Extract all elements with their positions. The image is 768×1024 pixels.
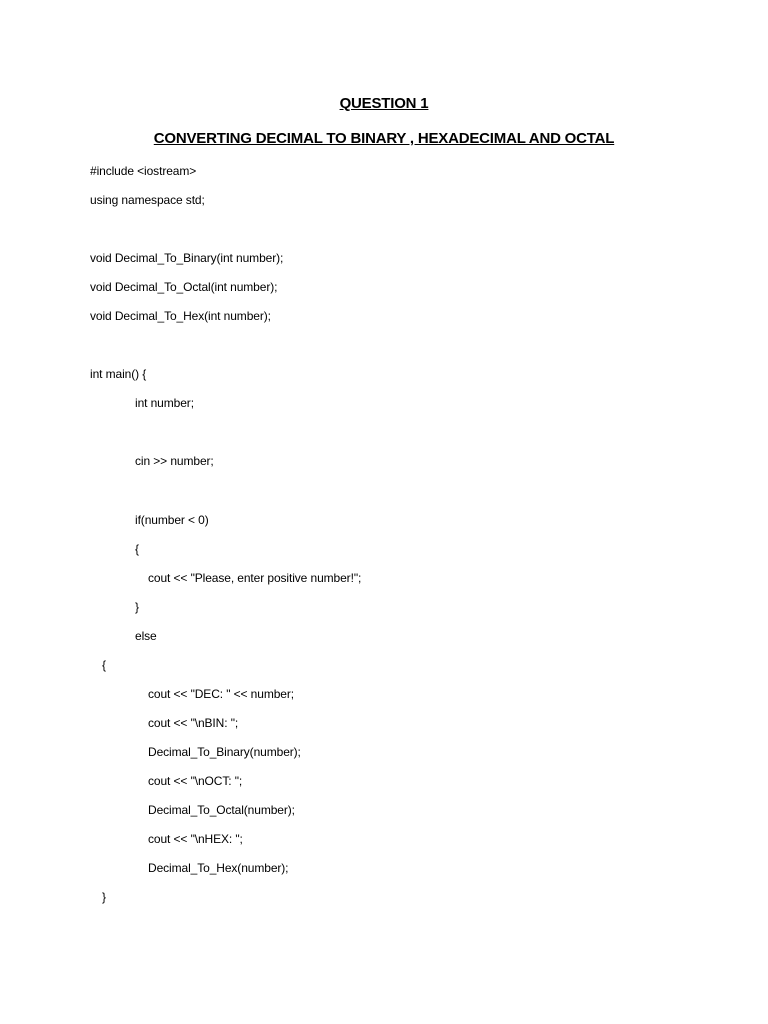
code-line: void Decimal_To_Binary(int number); — [90, 251, 284, 265]
code-line: int main() { — [90, 367, 147, 381]
code-line: void Decimal_To_Octal(int number); — [90, 280, 278, 294]
code-line: cout << "\nHEX: "; — [148, 832, 243, 846]
code-line: cout << "\nBIN: "; — [148, 716, 239, 730]
code-line: if(number < 0) — [135, 513, 209, 527]
code-line: using namespace std; — [90, 193, 205, 207]
code-line: cout << "DEC: " << number; — [148, 687, 294, 701]
code-line: cin >> number; — [135, 454, 214, 468]
code-line: int number; — [135, 396, 194, 410]
question-title: QUESTION 1 — [339, 95, 429, 112]
code-line: } — [102, 890, 106, 904]
code-line: Decimal_To_Hex(number); — [148, 861, 289, 875]
document-subtitle: CONVERTING DECIMAL TO BINARY , HEXADECIMAL AND OCTAL — [153, 130, 615, 147]
code-line: } — [135, 600, 139, 614]
code-line: void Decimal_To_Hex(int number); — [90, 309, 271, 323]
code-line: #include <iostream> — [90, 164, 197, 178]
code-line: { — [102, 658, 106, 672]
code-line: cout << "\nOCT: "; — [148, 774, 243, 788]
code-line: else — [135, 629, 157, 643]
code-line: Decimal_To_Octal(number); — [148, 803, 295, 817]
code-line: Decimal_To_Binary(number); — [148, 745, 301, 759]
code-line: { — [135, 542, 139, 556]
code-line: cout << "Please, enter positive number!"; — [148, 571, 362, 585]
